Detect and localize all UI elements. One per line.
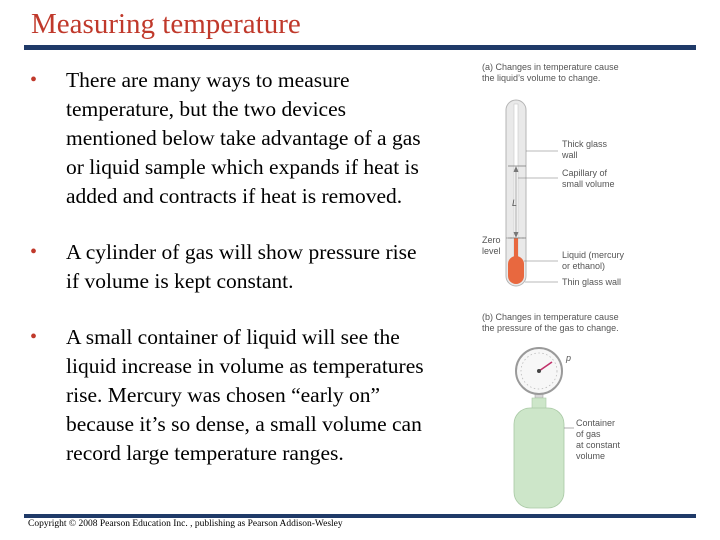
bullet-item: [30, 66, 430, 211]
length-label: L: [512, 198, 518, 208]
container-label: at constant: [576, 440, 621, 450]
figure-b-caption: the pressure of the gas to change.: [482, 323, 619, 333]
zero-level-label: Zero: [482, 235, 501, 245]
title-rule: [24, 45, 696, 50]
bullet-text: There are many ways to measure temperature, but the two devices mentioned below take advantage of a gas or liquid sample which expands if heat is added and contracts if heat is removed.: [66, 68, 421, 208]
figure-a-caption: (a) Changes in temperature cause: [482, 62, 619, 72]
bullet-icon: •: [30, 326, 38, 348]
container-label: Container: [576, 418, 616, 428]
liquid-label: Liquid (mercury: [562, 250, 625, 260]
thermometer-figure: [470, 56, 700, 512]
bullet-text: A cylinder of gas will show pressure rise if volume is kept constant.: [66, 240, 417, 293]
container-label: of gas: [576, 429, 601, 439]
footer-rule: [24, 514, 696, 518]
bullet-list: [30, 66, 430, 495]
liquid-bulb: [508, 256, 524, 284]
zero-level-label: level: [482, 246, 501, 256]
container-label: volume: [576, 451, 606, 461]
copyright-footer: Copyright © 2008 Pearson Education Inc. , publishing as Pearson Addison-Wesley: [28, 519, 343, 529]
thick-glass-label: Thick glass: [562, 139, 608, 149]
bullet-icon: •: [30, 241, 38, 263]
bullet-icon: •: [30, 69, 38, 91]
slide-title: Measuring temperature: [31, 8, 301, 40]
bullet-item: [30, 238, 430, 296]
liquid-label: or ethanol): [562, 261, 606, 271]
bullet-text: A small container of liquid will see the liquid increase in volume as temperatures rise. Mercury was chosen “early on” because it’s so dense, a small volume can record large temperature ranges.: [66, 325, 424, 465]
capillary-label: Capillary of: [562, 168, 608, 178]
capillary-label: small volume: [562, 179, 615, 189]
thick-glass-label: wall: [562, 150, 578, 160]
thin-glass-label: Thin glass wall: [562, 277, 622, 287]
figure-a-caption: the liquid’s volume to change.: [482, 73, 601, 83]
gas-cylinder: [514, 408, 564, 508]
bullet-item: [30, 323, 430, 468]
figure-b-caption: (b) Changes in temperature cause: [482, 312, 619, 322]
pressure-label: p: [566, 353, 572, 363]
